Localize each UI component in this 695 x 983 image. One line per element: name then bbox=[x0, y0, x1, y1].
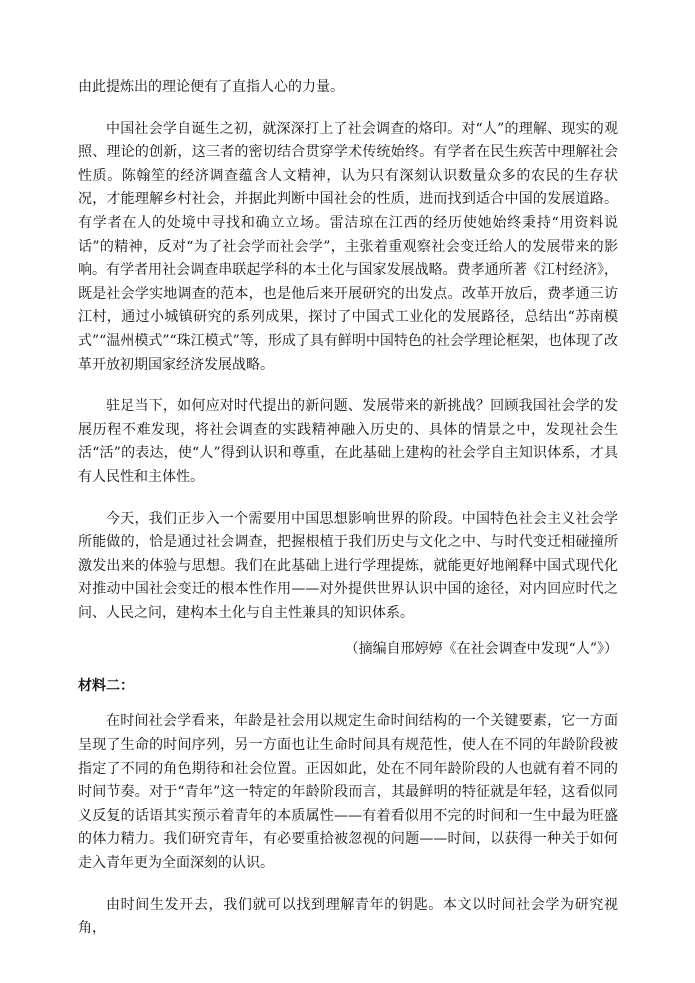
source-citation: （摘编自邢婷婷《在社会调查中发现“人”》） bbox=[344, 641, 618, 658]
paragraph: 由此提炼出的理论便有了直指人心的力量。 bbox=[78, 79, 344, 95]
paragraph: 由时间生发开去，我们就可以找到理解青年的钥匙。本文以时间社会学为研究视角， bbox=[78, 896, 618, 937]
section-heading: 材料二： bbox=[78, 678, 134, 695]
paragraph: 中国社会学自诞生之初，就深深打上了社会调查的烙印。对“人”的理解、现实的观照、理论的创新，这三者的密切结合贯穿学术传统始终。有学者在民生疾苦中理解社会性质。陈翰笙的经济调查蕴含人文精神，认为只有深刻认识数量众多的农民的生存状况，才能理解乡村社会，并据此判断中国社会的性质，进而找到适合中国的发展道路。有学者在人的处境中寻找和确立立场。雷洁琼在江西的经历使她始终秉持“用资料说话”的精神，反对“为了社会学而社会学”，主张着重观察社会变迁给人的发展带来的影响。有学者用社会调查串联起学科的本土化与国家发展战略。费孝通所著《江村经济》，既是社会学实地调查的范本，也是他后来开展研究的出发点。改革开放后，费孝通三访江村，通过小城镇研究的系列成果，探讨了中国式工业化的发展路径，总结出“苏南模式”“温州模式”“珠江模式”等，形成了具有鲜明中国特色的社会学理论框架，也体现了改革开放初期国家经济发展战略。 bbox=[78, 120, 618, 373]
paragraph: 今天，我们正步入一个需要用中国思想影响世界的阶段。中国特色社会主义社会学所能做的，恰是通过社会调查，把握根植于我们历史与文化之中、与时代变迁相碰撞所激发出来的体验与思想。我们在此基础上进行学理提炼，就能更好地阐释中国式现代化对推动中国社会变迁的根本性作用——对外提供世界认识中国的途径，对内回应时代之问、人民之问，建构本土化与自主性兼具的知识体系。 bbox=[78, 510, 618, 621]
document-page bbox=[78, 76, 618, 941]
paragraph: 在时间社会学看来，年龄是社会用以规定生命时间结构的一个关键要素，它一方面呈现了生命的时间序列，另一方面也让生命时间具有规范性，使人在不同的年龄阶段被指定了不同的角色期待和社会位置。正因如此，处在不同年龄阶段的人也就有着不同的时间节奏。对于“青年”这一特定的年龄阶段而言，其最鲜明的特征就是年轻，这看似同义反复的话语其实预示着青年的本质属性——有着看似用不完的时间和一生中最为旺盛的体力精力。我们研究青年，有必要重拾被忽视的问题——时间，以获得一种关于如何走入青年更为全面深刻的认识。 bbox=[78, 713, 618, 872]
paragraph: 驻足当下，如何应对时代提出的新问题、发展带来的新挑战？回顾我国社会学的发展历程不难发现，将社会调查的实践精神融入历史的、具体的情景之中，发现社会生活“活”的表达，使“人”得到认识和尊重，在此基础上建构的社会学自主知识体系，才具有人民性和主体性。 bbox=[78, 398, 618, 485]
